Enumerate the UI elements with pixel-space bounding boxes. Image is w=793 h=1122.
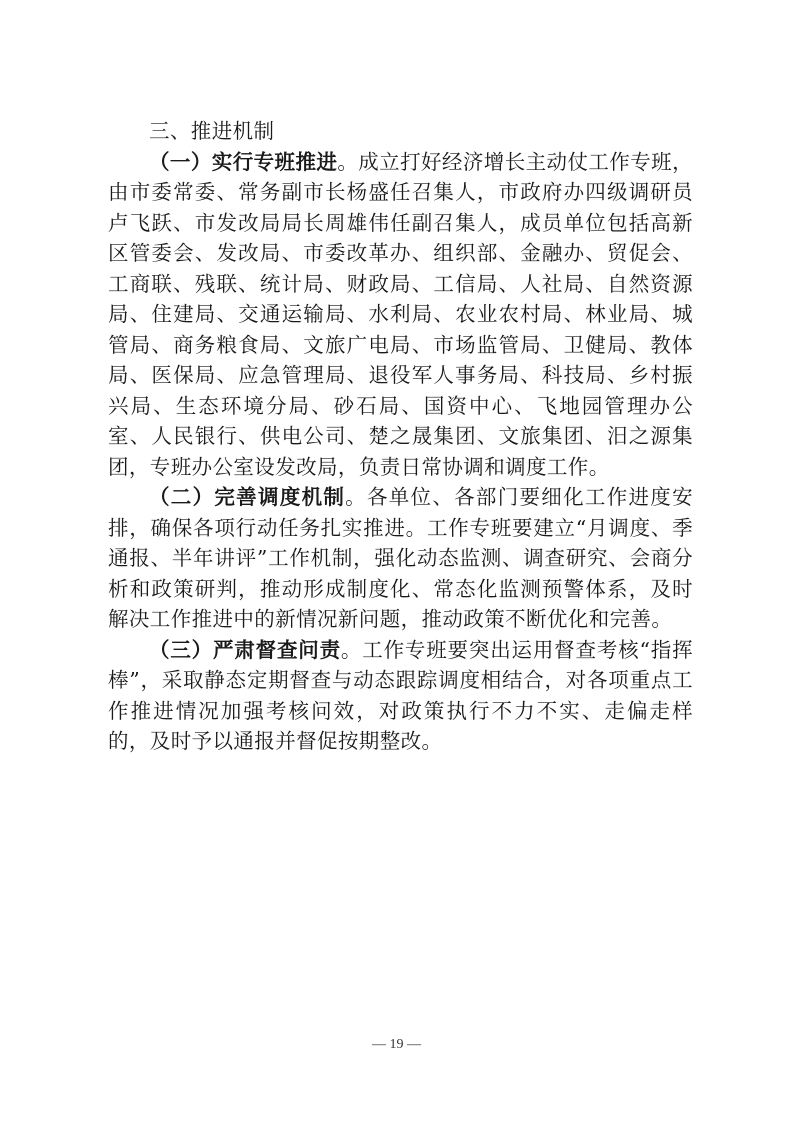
paragraph-special-team	[108, 147, 693, 483]
paragraph-lead: （三）严肃督查问责	[149, 637, 341, 662]
paragraph-body: 。成立打好经济增长主动仗工作专班，由市委常委、常务副市长杨盛任召集人，市政府办四级调研员卢飞跃、市发改局局长周雄伟任副召集人，成员单位包括高新区管委会、发改局、市委改革办、组织部、金融办、贸促会、工商联、残联、统计局、财政局、工信局、人社局、自然资源局、住建局、交通运输局、水利局、农业农村局、林业局、城管局、商务粮食局、文旅广电局、市场监管局、卫健局、教体局、医保局、应急管理局、退役军人事务局、科技局、乡村振兴局、生态环境分局、砂石局、国资中心、飞地园管理办公室、人民银行、供电公司、楚之晟集团、文旅集团、汨之源集团，专班办公室设发改局，负责日常协调和调度工作。	[108, 149, 693, 479]
paragraph-scheduling-mechanism	[108, 482, 693, 635]
paragraph-lead: （二）完善调度机制	[149, 485, 346, 509]
document-body	[108, 116, 693, 757]
paragraph-body: 。工作专班要突出运用督查考核“指挥棒”，采取静态定期督查与动态跟踪调度相结合，对各项重点工作推进情况加强考核问效，对政策执行不力不实、走偏走样的，及时予以通报并督促按期整改。	[108, 637, 693, 753]
paragraph-lead: （一）实行专班推进	[149, 149, 338, 174]
page-number: — 19 —	[372, 1037, 421, 1052]
paragraph-supervision-accountability	[108, 635, 693, 757]
section-heading: 三、推进机制	[149, 119, 275, 143]
paragraph-body: 。各单位、各部门要细化工作进度安排，确保各项行动任务扎实推进。工作专班要建立“月调度、季通报、半年讲评”工作机制，强化动态监测、调查研究、会商分析和政策研判，推动形成制度化、常态化监测预警体系，及时解决工作推进中的新情况新问题，推动政策不断优化和完善。	[108, 485, 693, 631]
